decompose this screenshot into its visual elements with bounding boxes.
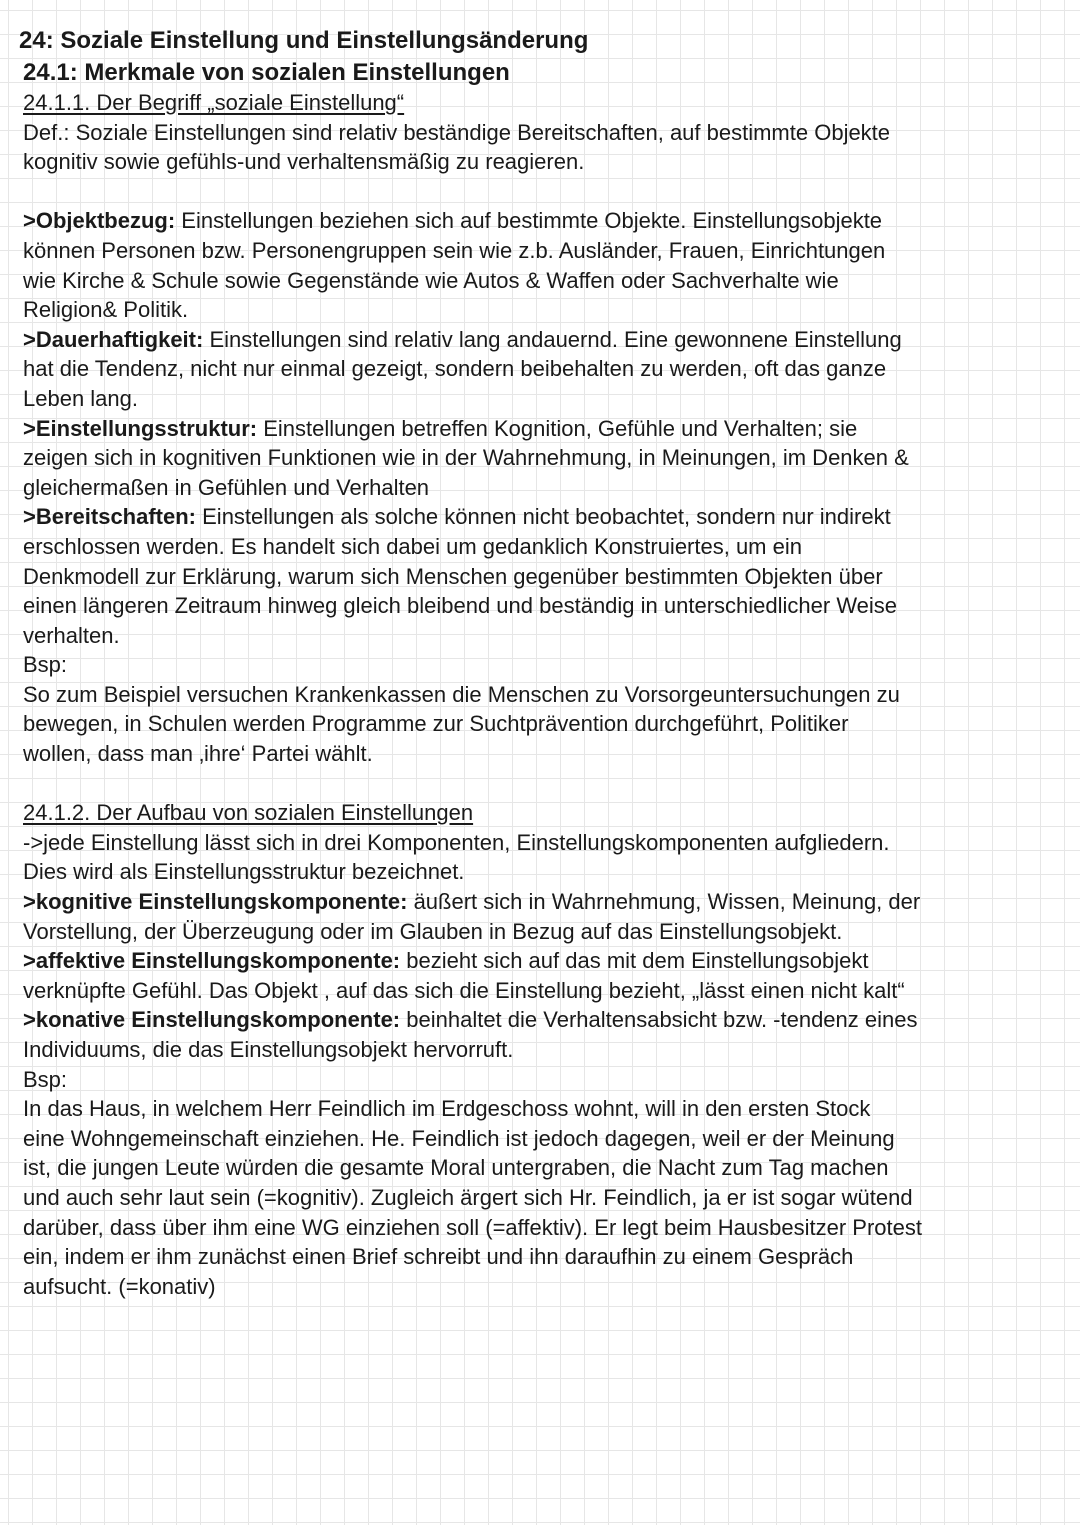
- term-konative-komponente: >konative Einstellungskomponente:: [23, 1007, 401, 1033]
- example-line: und auch sehr laut sein (=kognitiv). Zugleich ärgert sich Hr. Feindlich, ja er ist sogar wütend: [23, 1184, 913, 1210]
- paragraph-line: Denkmodell zur Erklärung, warum sich Menschen gegenüber bestimmten Objekten über: [23, 563, 883, 589]
- example-line: darüber, dass über ihm eine WG einziehen soll (=affektiv). Er legt beim Hausbesitzer Protest: [23, 1214, 922, 1240]
- definition-line: kognitiv sowie gefühls-und verhaltensmäßig zu reagieren.: [23, 149, 585, 175]
- einstellungsstruktur-paragraph: [23, 414, 1053, 444]
- dauerhaftigkeit-paragraph: [23, 325, 1053, 355]
- paragraph-text: Einstellungen als solche können nicht beobachtet, sondern nur indirekt: [196, 504, 891, 530]
- example-line: eine Wohngemeinschaft einziehen. He. Feindlich ist jedoch dagegen, weil er der Meinung: [23, 1125, 895, 1151]
- paragraph-text: Einstellungen sind relativ lang andauernd. Eine gewonnene Einstellung: [203, 326, 902, 352]
- intro-line: ->jede Einstellung lässt sich in drei Komponenten, Einstellungskomponenten aufgliedern.: [23, 829, 890, 855]
- document-content: [19, 24, 1053, 1301]
- term-einstellungsstruktur: >Einstellungsstruktur:: [23, 415, 258, 441]
- subsection-title-2: 24.1.2. Der Aufbau von sozialen Einstellungen: [23, 800, 474, 826]
- paragraph-line: Religion& Politik.: [23, 297, 189, 323]
- example-line: wollen, dass man ‚ihre‘ Partei wählt.: [23, 741, 373, 767]
- paragraph-line: Individuums, die das Einstellungsobjekt hervorruft.: [23, 1037, 514, 1062]
- paragraph-line: verhalten.: [23, 622, 120, 648]
- subsection-title-1: 24.1.1. Der Begriff „soziale Einstellung“: [23, 90, 405, 115]
- example-label: Bsp:: [23, 1066, 68, 1092]
- example-label: Bsp:: [23, 652, 68, 678]
- definition-line: Def.: Soziale Einstellungen sind relativ beständige Bereitschaften, auf bestimmte Objekte: [23, 119, 891, 145]
- paragraph-text: äußert sich in Wahrnehmung, Wissen, Meinung, der: [407, 889, 921, 915]
- paragraph-text: Einstellungen beziehen sich auf bestimmte Objekte. Einstellungsobjekte: [175, 208, 883, 234]
- section-heading: 24.1: Merkmale von sozialen Einstellungen: [23, 59, 510, 86]
- paragraph-line: hat die Tendenz, nicht nur einmal gezeigt, sondern beibehalten zu werden, oft das ganze: [23, 356, 887, 382]
- intro-line: Dies wird als Einstellungsstruktur bezeichnet.: [23, 859, 465, 885]
- paragraph-line: erschlossen werden. Es handelt sich dabei um gedanklich Konstruiertes, um ein: [23, 533, 802, 559]
- konative-komponente-paragraph: [23, 1005, 1053, 1035]
- spacer: [23, 177, 1053, 207]
- example-line: aufsucht. (=konativ): [23, 1273, 216, 1299]
- bereitschaften-paragraph: [23, 502, 1053, 532]
- term-dauerhaftigkeit: >Dauerhaftigkeit:: [23, 326, 204, 352]
- spacer: [23, 769, 1053, 799]
- example-line: In das Haus, in welchem Herr Feindlich im Erdgeschoss wohnt, will in den ersten Stock: [23, 1096, 871, 1122]
- paragraph-line: Leben lang.: [23, 385, 138, 411]
- example-line: ein, indem er ihm zunächst einen Brief schreibt und ihn daraufhin zu einem Gespräch: [23, 1244, 854, 1270]
- chapter-heading: 24: Soziale Einstellung und Einstellungsänderung: [19, 27, 589, 54]
- paragraph-line: Vorstellung, der Überzeugung oder im Glauben in Bezug auf das Einstellungsobjekt.: [23, 918, 843, 944]
- affektive-komponente-paragraph: [23, 946, 1053, 976]
- paragraph-line: einen längeren Zeitraum hinweg gleich bleibend und beständig in unterschiedlicher Weise: [23, 593, 898, 619]
- paragraph-line: gleichermaßen in Gefühlen und Verhalten: [23, 474, 430, 500]
- paragraph-line: verknüpfte Gefühl. Das Objekt , auf das sich die Einstellung bezieht, „lässt einen nicht kalt“: [23, 977, 905, 1003]
- objektbezug-paragraph: [23, 206, 1053, 236]
- paragraph-text: bezieht sich auf das mit dem Einstellungsobjekt: [400, 948, 869, 974]
- paragraph-line: wie Kirche & Schule sowie Gegenstände wie Autos & Waffen oder Sachverhalte wie: [23, 267, 839, 293]
- kognitive-komponente-paragraph: [23, 887, 1053, 917]
- paragraph-text: beinhaltet die Verhaltensabsicht bzw. -tendenz eines: [400, 1007, 918, 1033]
- paragraph-text: Einstellungen betreffen Kognition, Gefühle und Verhalten; sie: [257, 415, 858, 441]
- paragraph-line: zeigen sich in kognitiven Funktionen wie in der Wahrnehmung, in Meinungen, im Denken &: [23, 445, 909, 471]
- term-objektbezug: >Objektbezug:: [23, 208, 176, 234]
- paragraph-line: können Personen bzw. Personengruppen sein wie z.b. Ausländer, Frauen, Einrichtungen: [23, 237, 886, 263]
- example-line: bewegen, in Schulen werden Programme zur Suchtprävention durchgeführt, Politiker: [23, 711, 849, 737]
- term-kognitive-komponente: >kognitive Einstellungskomponente:: [23, 889, 408, 915]
- term-affektive-komponente: >affektive Einstellungskomponente:: [23, 948, 401, 974]
- term-bereitschaften: >Bereitschaften:: [23, 504, 197, 530]
- example-line: ist, die jungen Leute würden die gesamte Moral untergraben, die Nacht zum Tag machen: [23, 1155, 889, 1181]
- example-line: So zum Beispiel versuchen Krankenkassen die Menschen zu Vorsorgeuntersuchungen zu: [23, 681, 900, 707]
